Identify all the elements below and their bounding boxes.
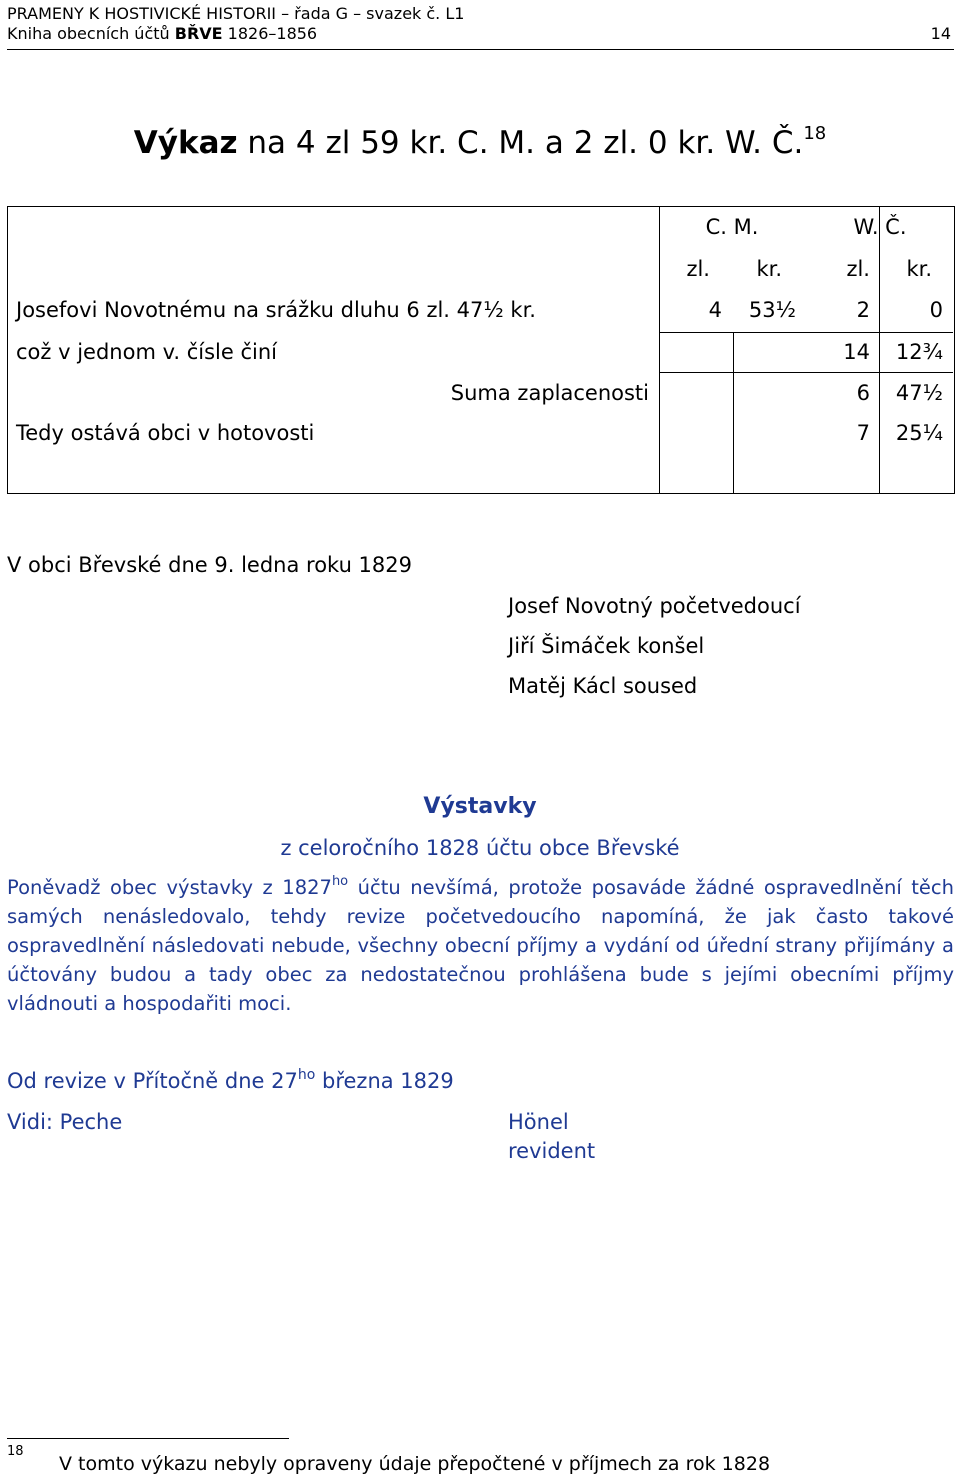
- revisor-name: Hönel: [508, 1110, 569, 1134]
- book-title-village: BŘVE: [174, 24, 223, 43]
- ledger-cm-zl: 4: [708, 298, 722, 322]
- paragraph-text-rest: účtu nevšímá, protože posaváde žádné ospravedlnění těch samých nenásledovalo, tehdy revize početvedoucího napomíná, že jak často takové ospravedlnění následovati nebude, všechny obecní příjmy a vydání od úřední strany přijímány a účtovány budou a tady obec za nedostatečnou prohlášena bude s jejími obecními příjmy vládnouti a hospodařiti moci.: [7, 876, 954, 1015]
- vystavky-subheading: z celoročního 1828 účtu obce Břevské: [280, 836, 680, 860]
- paragraph-text-start: Poněvadž obec výstavky z 1827: [7, 876, 332, 899]
- ledger-divider-wc-kr: [879, 206, 880, 493]
- ledger-row-line-2: [659, 372, 953, 373]
- ledger-wc-zl: 6: [856, 381, 870, 405]
- currency-wc-header: W. Č.: [853, 215, 907, 239]
- header-rule: [7, 49, 954, 50]
- revize-line: [7, 1068, 454, 1094]
- ledger-row-label: Suma zaplacenosti: [450, 381, 649, 405]
- footnote-rule: [7, 1438, 289, 1439]
- paragraph-ordinal-sup: ho: [331, 874, 349, 889]
- book-title: [7, 24, 317, 44]
- ledger-cm-kr: 53½: [748, 298, 796, 322]
- vystavky-heading: Výstavky: [423, 794, 537, 819]
- ledger-wc-zl: 7: [856, 421, 870, 445]
- ledger-row-label: Josefovi Novotnému na srážku dluhu 6 zl. 47½ kr.: [16, 298, 536, 322]
- ledger-row-line-1: [659, 332, 953, 333]
- ledger-wc-kr: 0: [929, 298, 943, 322]
- unit-kr-cm: kr.: [756, 257, 782, 281]
- ledger-wc-kr: 47½: [895, 381, 943, 405]
- page-number: 14: [930, 24, 951, 43]
- ledger-wc-zl: 14: [843, 340, 870, 364]
- ledger-wc-zl: 2: [856, 298, 870, 322]
- revize-text-start: Od revize v Přítočně dne 27: [7, 1069, 298, 1093]
- revize-text-rest: března 1829: [315, 1069, 454, 1093]
- ledger-wc-kr: 12¾: [895, 340, 943, 364]
- ledger-divider-cm: [659, 206, 660, 493]
- revisor-role: revident: [508, 1139, 596, 1163]
- title-rest: na 4 zl 59 kr. C. M. a 2 zl. 0 kr. W. Č.: [237, 125, 804, 161]
- footnote-text: V tomto výkazu nebyly opraveny údaje přepočtené v příjmech za rok 1828: [59, 1453, 771, 1475]
- currency-cm-header: C. M.: [705, 215, 759, 239]
- signature-neighbour: Matěj Kácl soused: [508, 674, 698, 698]
- signature-councillor: Jiří Šimáček konšel: [508, 634, 705, 658]
- title-footnote-mark: 18: [803, 123, 827, 144]
- unit-zl-wc: zl.: [846, 257, 870, 281]
- book-title-prefix: Kniha obecních účtů: [7, 24, 175, 43]
- book-title-years: 1826–1856: [222, 24, 318, 43]
- revize-ordinal-sup: ho: [297, 1067, 316, 1083]
- ledger-wc-kr: 25¼: [895, 421, 943, 445]
- ledger-row-label: což v jednom v. čísle činí: [16, 340, 277, 364]
- ledger-row-label: Tedy ostává obci v hotovosti: [16, 421, 315, 445]
- vystavky-paragraph: [7, 873, 954, 1018]
- place-date: V obci Břevské dne 9. ledna roku 1829: [7, 553, 412, 577]
- ledger-divider-cm-kr: [733, 332, 734, 493]
- title-bold: Výkaz: [133, 125, 238, 161]
- signature-accountant: Josef Novotný početvedoucí: [508, 594, 801, 618]
- page-title: [0, 114, 960, 163]
- vidi-signature: Vidi: Peche: [7, 1110, 123, 1134]
- unit-zl-cm: zl.: [686, 257, 710, 281]
- unit-kr-wc: kr.: [906, 257, 932, 281]
- footnote-mark: 18: [7, 1444, 24, 1459]
- series-title: PRAMENY K HOSTIVICKÉ HISTORII – řada G – svazek č. L1: [7, 4, 465, 23]
